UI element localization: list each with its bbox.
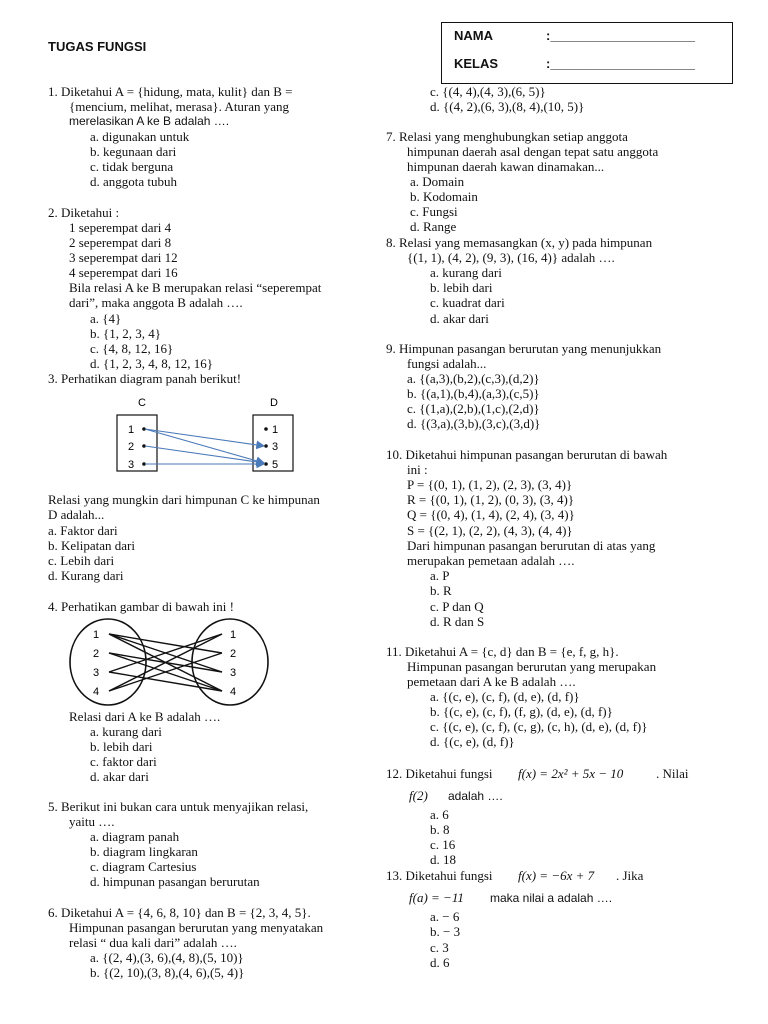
option: d. {1, 2, 3, 4, 8, 12, 16} [90, 356, 213, 371]
option: a. 6 [430, 807, 449, 822]
function-value: f(a) = −11 [409, 890, 464, 905]
set-c-item: 3 [128, 459, 135, 471]
option: b. {1, 2, 3, 4} [90, 326, 161, 341]
set-a-item: 3 [93, 667, 100, 679]
question-text: 10. Diketahui himpunan pasangan berurutan di bawah [386, 447, 668, 462]
question-text: merupakan pemetaan adalah …. [407, 553, 575, 568]
option: c. {(1,a),(2,b),(1,c),(2,d)} [407, 401, 540, 416]
option: c. Fungsi [410, 204, 458, 219]
option: b. 8 [430, 822, 450, 837]
option: b. {(2, 10),(3, 8),(4, 6),(5, 4)} [90, 965, 245, 980]
option: d. R dan S [430, 614, 485, 629]
question-text: 9. Himpunan pasangan berurutan yang menunjukkan [386, 341, 662, 356]
question-text: dari”, maka anggota B adalah …. [69, 295, 243, 310]
kelas-field[interactable]: :____________________ [546, 56, 695, 71]
option: d. Range [410, 219, 457, 234]
set-c-box [117, 415, 157, 471]
option: d. {(3,a),(3,b),(3,c),(3,d)} [407, 416, 541, 431]
question-text: Bila relasi A ke B merupakan relasi “seperempat [69, 280, 322, 295]
arrow-diagram [110, 390, 300, 480]
set-b-item: 2 [230, 648, 237, 660]
question-text: Relasi dari A ke B adalah …. [69, 709, 221, 724]
option: b. lebih dari [90, 739, 153, 754]
question-text: fungsi adalah... [407, 356, 487, 371]
question-text: adalah …. [448, 789, 503, 803]
set-a-item: 2 [93, 648, 100, 660]
question-text: Himpunan pasangan berurutan yang menyatakan [69, 920, 324, 935]
function-value: f(2) [409, 788, 428, 803]
question-text: R = {(0, 1), (1, 2), (0, 3), (3, 4)} [407, 492, 575, 507]
function-formula: f(x) = 2x² + 5x − 10 [518, 766, 624, 781]
option: d. Kurang dari [48, 568, 124, 583]
option: a. {(c, e), (c, f), (d, e), (d, f)} [430, 689, 580, 704]
option: a. P [430, 568, 450, 583]
question-text: 4. Perhatikan gambar di bawah ini ! [48, 599, 234, 614]
option: b. R [430, 583, 452, 598]
option: a. kurang dari [90, 724, 162, 739]
arrow [145, 429, 264, 446]
option: b. lebih dari [430, 280, 493, 295]
set-b-item: 1 [230, 629, 237, 641]
question-text: . Jika [616, 868, 644, 883]
set-c-item: 1 [128, 424, 135, 436]
option: d. 18 [430, 852, 456, 867]
question-text: 2 seperempat dari 8 [69, 235, 172, 250]
option: b. Kodomain [410, 189, 478, 204]
arrow [145, 446, 264, 463]
relation-diagram [64, 616, 278, 710]
function-formula: f(x) = −6x + 7 [518, 868, 595, 883]
question-text: relasi “ dua kali dari” adalah …. [69, 935, 237, 950]
option: a. {(a,3),(b,2),(c,3),(d,2)} [407, 371, 540, 386]
question-text: 3. Perhatikan diagram panah berikut! [48, 371, 242, 386]
relation-lines [109, 634, 222, 691]
option: d. akar dari [430, 311, 489, 326]
option: d. {(c, e), (d, f)} [430, 734, 515, 749]
question-text: yaitu …. [69, 814, 115, 829]
set-d-item: 3 [272, 441, 279, 453]
option: b. diagram lingkaran [90, 844, 198, 859]
set-d-title: D [270, 397, 278, 409]
question-text: 2. Diketahui : [48, 205, 120, 220]
question-text: ini : [407, 462, 428, 477]
option: d. himpunan pasangan berurutan [90, 874, 260, 889]
option: d. akar dari [90, 769, 149, 784]
question-text: 7. Relasi yang menghubungkan setiap anggota [386, 129, 628, 144]
option: c. diagram Cartesius [90, 859, 197, 874]
question-text: pemetaan dari A ke B adalah …. [407, 674, 576, 689]
option: a. diagram panah [90, 829, 180, 844]
option: c. {4, 8, 12, 16} [90, 341, 174, 356]
question-text: 4 seperempat dari 16 [69, 265, 178, 280]
option: a. kurang dari [430, 265, 502, 280]
question-text: 11. Diketahui A = {c, d} dan B = {e, f, g, h}. [386, 644, 619, 659]
question-text: {mencium, melihat, merasa}. Aturan yang [69, 99, 290, 114]
option: a. Faktor dari [48, 523, 118, 538]
question-text: merelasikan A ke B adalah …. [69, 114, 230, 128]
set-a-item: 1 [93, 629, 100, 641]
option: c. tidak berguna [90, 159, 174, 174]
set-b-item: 4 [230, 686, 237, 698]
option: d. anggota tubuh [90, 174, 178, 189]
option: b. {(a,1),(b,4),(a,3),(c,5)} [407, 386, 540, 401]
option: b. − 3 [430, 924, 461, 939]
option: a. − 6 [430, 909, 460, 924]
option: a. {4} [90, 311, 122, 326]
option: c. 3 [430, 940, 449, 955]
page-title: TUGAS FUNGSI [48, 39, 147, 54]
question-text: Dari himpunan pasangan berurutan di atas yang [407, 538, 656, 553]
option: c. {(c, e), (c, f), (c, g), (c, h), (d, e), (d, f)} [430, 719, 648, 734]
name-box [441, 22, 733, 84]
set-d-item: 5 [272, 459, 279, 471]
option: c. 16 [430, 837, 456, 852]
question-text: 6. Diketahui A = {4, 6, 8, 10} dan B = {2, 3, 4, 5}. [48, 905, 311, 920]
question-text: 12. Diketahui fungsi [386, 766, 493, 781]
question-text: maka nilai a adalah …. [490, 891, 613, 905]
set-b-item: 3 [230, 667, 237, 679]
option: c. {(4, 4),(4, 3),(6, 5)} [430, 84, 546, 99]
question-text: 3 seperempat dari 12 [69, 250, 178, 265]
option: b. Kelipatan dari [48, 538, 135, 553]
question-text: 1 seperempat dari 4 [69, 220, 172, 235]
set-c-item: 2 [128, 441, 135, 453]
question-text: himpunan daerah asal dengan tepat satu anggota [407, 144, 659, 159]
option: a. digunakan untuk [90, 129, 190, 144]
question-text: Relasi yang mungkin dari himpunan C ke himpunan [48, 492, 320, 507]
arrow [145, 429, 264, 463]
set-d-item: 1 [272, 424, 279, 436]
option: d. {(4, 2),(6, 3),(8, 4),(10, 5)} [430, 99, 585, 114]
option: a. {(2, 4),(3, 6),(4, 8),(5, 10)} [90, 950, 244, 965]
kelas-label: KELAS [454, 56, 499, 71]
option: b. {(c, e), (c, f), (f, g), (d, e), (d, f)} [430, 704, 613, 719]
question-text: {(1, 1), (4, 2), (9, 3), (16, 4)} adalah …. [407, 250, 615, 265]
question-text: 13. Diketahui fungsi [386, 868, 493, 883]
set-a-item: 4 [93, 686, 100, 698]
question-text: 1. Diketahui A = {hidung, mata, kulit} dan B = [48, 84, 293, 99]
option: c. Lebih dari [48, 553, 115, 568]
nama-label: NAMA [454, 28, 493, 43]
option: c. P dan Q [430, 599, 484, 614]
option: c. faktor dari [90, 754, 157, 769]
question-text: Himpunan pasangan berurutan yang merupakan [407, 659, 657, 674]
question-text: 8. Relasi yang memasangkan (x, y) pada himpunan [386, 235, 653, 250]
option: c. kuadrat dari [430, 295, 505, 310]
question-text: S = {(2, 1), (2, 2), (4, 3), (4, 4)} [407, 523, 573, 538]
question-text: D adalah... [48, 507, 105, 522]
question-text: Q = {(0, 4), (1, 4), (2, 4), (3, 4)} [407, 507, 575, 522]
question-text: . Nilai [656, 766, 689, 781]
option: d. 6 [430, 955, 450, 970]
question-text: 5. Berikut ini bukan cara untuk menyajikan relasi, [48, 799, 309, 814]
question-text: P = {(0, 1), (1, 2), (2, 3), (3, 4)} [407, 477, 573, 492]
option: a. Domain [410, 174, 465, 189]
question-text: himpunan daerah kawan dinamakan... [407, 159, 605, 174]
nama-field[interactable]: :____________________ [546, 28, 695, 43]
set-c-title: C [138, 397, 146, 409]
option: b. kegunaan dari [90, 144, 177, 159]
